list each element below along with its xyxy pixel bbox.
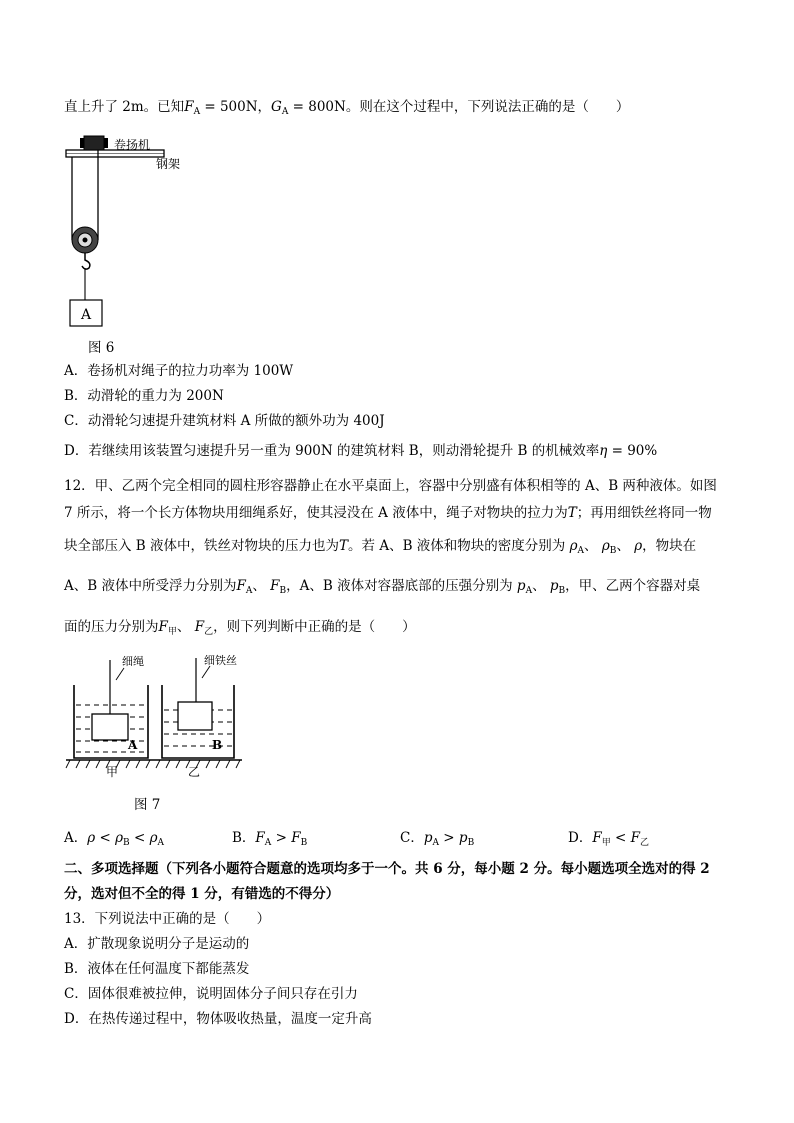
q12-line-2: 7 所示，将一个长方体物块用细绳系好，使其浸没在 A 液体中，绳子对物块的拉力为T；再用细铁丝将同一物 [64, 505, 712, 521]
fa-symbol: F [184, 99, 194, 115]
q11-option-a: A．卷扬机对绳子的拉力功率为 100W [64, 363, 294, 379]
eta-symbol: η [599, 443, 608, 459]
q11-option-c: C．动滑轮匀速提升建筑材料 A 所做的额外功为 400J [64, 413, 385, 429]
rope-label: 细绳 [122, 655, 144, 668]
liquid-a-label: A [128, 738, 138, 752]
figure-6-pulley-diagram [60, 130, 200, 330]
q13-option-d: D．在热传递过程中，物体吸收热量，温度一定升高 [64, 1011, 372, 1027]
q13-option-c: C．固体很难被拉伸，说明固体分子间只存在引力 [64, 986, 358, 1002]
q12-option-d: D．$F_甲 < F_乙$ [568, 830, 650, 848]
wire-label: 细铁丝 [204, 654, 237, 667]
q12-option-b: B．$F_A > F_B$ [232, 830, 308, 848]
q12-line-3: 块全部压入 B 液体中，铁丝对物块的压力也为T。若 A、B 液体和物块的密度分别为 $\rho_A$、 $\rho_B$、 ρ，物块在 [64, 538, 697, 556]
figure-6-caption: 图 6 [88, 340, 115, 356]
ga-symbol: G [271, 99, 282, 115]
q12-line-4: A、B 液体中所受浮力分别为$F_A$、 $F_B$，A、B 液体对容器底部的压强分别为 $p_A$、 $p_B$，甲、乙两个容器对桌 [64, 578, 701, 596]
q13-option-a: A．扩散现象说明分子是运动的 [64, 936, 250, 952]
section-2-heading-line-1: 二、多项选择题（下列各小题符合题意的选项均多于一个。共 6 分，每小题 2 分。每小题选项全选对的得 2 [64, 861, 710, 877]
q13-option-b: B．液体在任何温度下都能蒸发 [64, 961, 250, 977]
q11-option-d: D．若继续用该装置匀速提升另一重为 900N 的建筑材料 B，则动滑轮提升 B 的机械效率η = 90% [64, 443, 658, 459]
container-yi [162, 658, 234, 758]
block-a-label: A [80, 307, 92, 323]
figure-7-containers-diagram [66, 650, 246, 780]
q12-line-5: 面的压力分别为$F_甲$、 $F_乙$，则下列判断中正确的是（ ） [64, 619, 416, 637]
container-yi-label: 乙 [188, 765, 201, 779]
q11-intro-line: 直上升了 2m。已知$F_A = 500N$，$G_A = 800N$。则在这个过程中，下列说法正确的是（ ） [64, 99, 630, 117]
figure-7-caption: 图 7 [134, 797, 161, 813]
frame-label: 钢架 [156, 157, 181, 171]
block-in-b [178, 702, 212, 730]
q13-stem: 13．下列说法中正确的是（ ） [64, 911, 271, 927]
block-in-a [92, 714, 128, 740]
q12-option-a: A．$\rho < \rho_B < \rho_A$ [64, 830, 164, 848]
q12-option-c: C．$p_A > p_B$ [400, 830, 475, 848]
q11-option-b: B．动滑轮的重力为 200N [64, 388, 224, 404]
winch-label: 卷扬机 [114, 138, 151, 152]
winch-drum [84, 136, 104, 150]
pulley-hook [82, 253, 90, 269]
section-2-heading-line-2: 分，选对但不全的得 1 分，有错选的不得分） [64, 886, 340, 902]
liquid-b-label: B [212, 738, 223, 752]
q12-line-1: 12．甲、乙两个完全相同的圆柱形容器静止在水平桌面上，容器中分别盛有体积相等的 A、B 两种液体。如图 [64, 478, 717, 494]
container-jia-label: 甲 [106, 765, 119, 779]
